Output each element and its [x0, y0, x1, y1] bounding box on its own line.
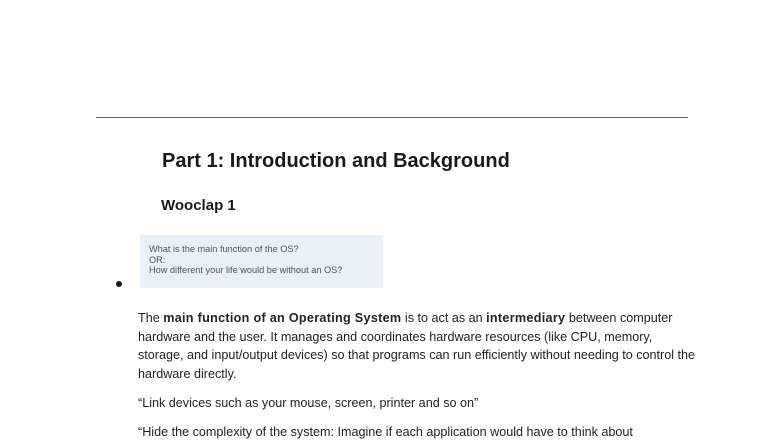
wooclap-subheading: Wooclap 1 [161, 197, 236, 214]
horizontal-rule [96, 117, 688, 118]
question-line: OR: [149, 254, 166, 265]
text-span: between computer hardware and the user. It manages and coordinates hardware resources (like CPU, memory, storage, and input/output devices) so that programs can run efficiently without needing to control the hardware directly. [138, 311, 696, 382]
answer-paragraph [138, 309, 698, 384]
question-line: What is the main function of the OS? [149, 244, 299, 254]
bold-phrase: intermediary [486, 311, 566, 325]
wooclap-question-image [140, 235, 383, 288]
text-span: The [138, 311, 164, 325]
quote-paragraph: “Link devices such as your mouse, screen, printer and so on” [138, 395, 479, 410]
bold-phrase: main function of an Operating System [163, 311, 402, 325]
text-span: is to act as an [401, 311, 487, 325]
bullet-point-icon [116, 281, 122, 287]
quote-paragraph: “Hide the complexity of the system: Imagine if each application would have to think about [138, 424, 633, 439]
section-heading: Part 1: Introduction and Background [162, 150, 510, 172]
question-line: How different your life would be without an OS? [149, 265, 343, 276]
body-text [138, 309, 698, 441]
